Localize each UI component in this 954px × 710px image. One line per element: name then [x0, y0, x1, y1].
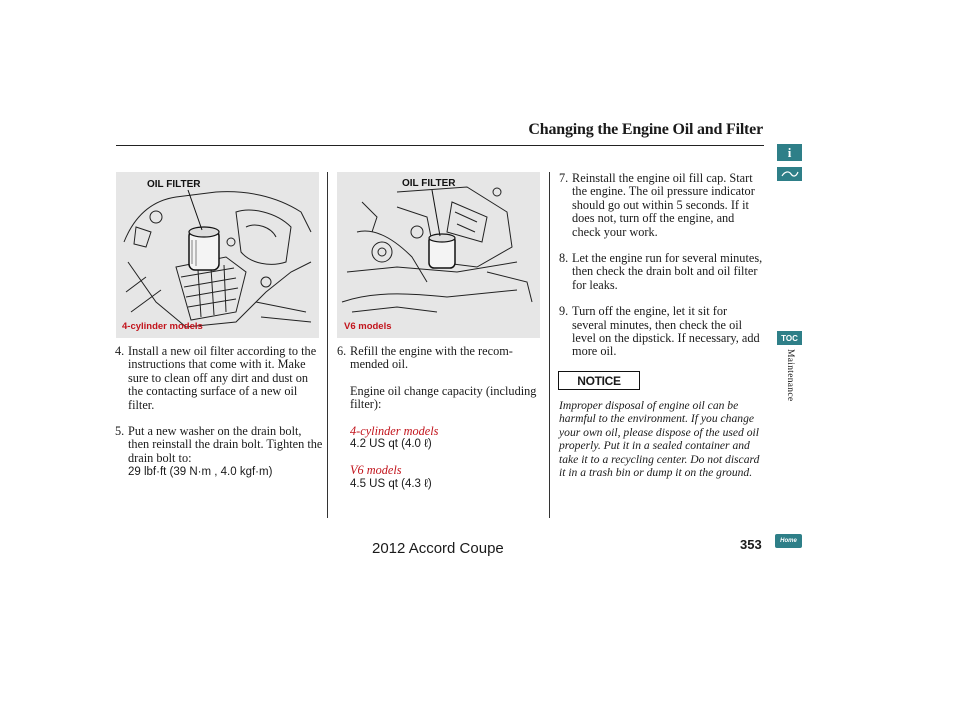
footer-model: 2012 Accord Coupe [372, 540, 504, 557]
capacity-model: V6 models [350, 463, 402, 478]
oil-filter-4cyl [189, 227, 219, 270]
capacity-model: 4-cylinder models [350, 423, 439, 438]
page-number: 353 [740, 537, 762, 552]
step-4 [115, 345, 325, 412]
step-number: 9. [559, 304, 569, 319]
step-number: 7. [559, 171, 569, 185]
index-icon [780, 169, 800, 179]
toc-button[interactable]: TOC [777, 331, 802, 345]
figure-caption: V6 models [344, 321, 392, 332]
notice-label: NOTICE [558, 371, 640, 390]
step-number: 6. [337, 344, 347, 358]
leader-line [432, 190, 440, 236]
figure-label: OIL FILTER [147, 179, 201, 190]
info-button[interactable] [777, 144, 802, 161]
step-8 [559, 252, 763, 292]
engine-illustration-4cyl [116, 172, 319, 338]
leader-line [188, 190, 202, 230]
step-number: 5. [115, 424, 125, 439]
step-number: 8. [559, 251, 569, 266]
notice-text: Improper disposal of engine oil can be harmful to the environment. If you change your own oil, please dispose of the used oil properly. Put it in a sealed container and take it to a recycling center. Do not discard it in a trash bin or dump it on the ground. [559, 399, 760, 480]
step-7 [559, 172, 763, 239]
step-text: Refill the engine with the recom-mended oil. [350, 344, 513, 372]
step-text: Reinstall the engine oil fill cap. Start the engine. The oil pressure indicator should go out within 5 seconds. If it does not, turn off the engine, and check your work. [572, 171, 755, 239]
column-divider [327, 172, 328, 518]
column-divider [549, 172, 550, 518]
step-6 [337, 345, 537, 372]
home-button[interactable]: Home [775, 534, 802, 548]
step-text: Turn off the engine, let it sit for several minutes, then check the oil level on the dipstick. If necessary, add more oil. [572, 304, 760, 359]
step-text: Put a new washer on the drain bolt, then reinstall the drain bolt. Tighten the drain bolt to: [128, 424, 323, 465]
middle-column [337, 345, 537, 491]
right-column [559, 172, 763, 359]
info-icon: i [787, 144, 792, 160]
section-label: Maintenance [785, 349, 795, 402]
engine-illustration-v6 [337, 172, 540, 338]
step-number: 4. [115, 344, 125, 358]
step-5 [115, 425, 325, 480]
capacity-heading: Engine oil change capacity (including filter): [350, 383, 537, 412]
figure-v6 [337, 172, 540, 338]
capacity-value: 4.5 US qt (4.3 ℓ) [350, 477, 432, 490]
figure-label: OIL FILTER [402, 178, 456, 189]
step-9 [559, 305, 763, 359]
capacity-value: 4.2 US qt (4.0 ℓ) [350, 438, 432, 451]
figure-caption: 4-cylinder models [122, 321, 203, 332]
oil-filter-v6 [429, 234, 455, 268]
left-column [115, 345, 325, 480]
figure-4cyl [116, 172, 319, 338]
torque-spec: 29 lbf·ft (39 N·m , 4.0 kgf·m) [128, 466, 273, 479]
title-rule [116, 145, 764, 146]
page-title: Changing the Engine Oil and Filter [528, 121, 763, 138]
step-text: Let the engine run for several minutes, then check the drain bolt and oil filter for leaks. [572, 251, 763, 292]
step-text: Install a new oil filter according to the instructions that come with it. Make sure to clean off any dirt and dust on the contacting surface of a new oil filter. [128, 344, 317, 412]
index-button[interactable] [777, 167, 802, 181]
